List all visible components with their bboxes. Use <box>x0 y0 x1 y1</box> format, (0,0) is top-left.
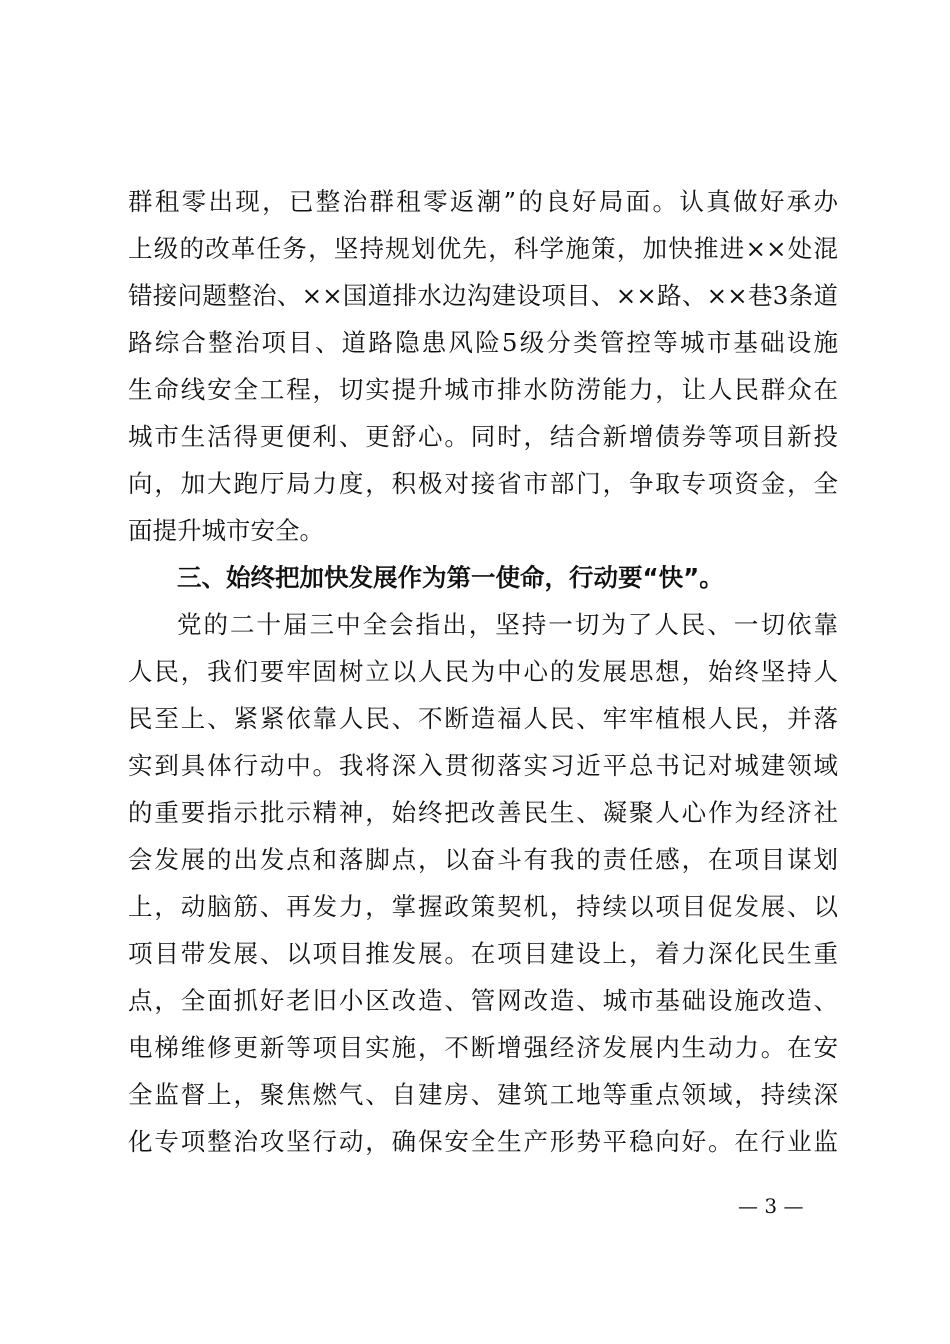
text-line: 人民，我们要牢固树立以人民为中心的发展思想，始终坚持人 <box>128 657 838 686</box>
text-line: 党的二十届三中全会指出，坚持一切为了人民、一切依靠 <box>177 610 838 639</box>
text-line: 上，动脑筋、再发力，掌握政策契机，持续以项目促发展、以 <box>128 892 838 921</box>
text-line: 群租零出现，已整治群租零返潮”的良好局面。认真做好承办 <box>128 187 838 216</box>
page-number: — 3 — <box>738 1194 804 1218</box>
text-line: 项目带发展、以项目推发展。在项目建设上，着力深化民生重 <box>128 939 838 968</box>
text-line: 的重要指示批示精神，始终把改善民生、凝聚人心作为经济社 <box>128 798 838 827</box>
document-body <box>128 178 838 1165</box>
text-line: 面提升城市安全。 <box>128 516 324 545</box>
text-line: 上级的改革任务，坚持规划优先，科学施策，加快推进××处混 <box>128 234 838 263</box>
text-line: 生命线安全工程，切实提升城市排水防涝能力，让人民群众在 <box>128 375 838 404</box>
text-line: 民至上、紧紧依靠人民、不断造福人民、牢牢植根人民，并落 <box>128 704 838 733</box>
text-line: 全监督上，聚焦燃气、自建房、建筑工地等重点领域，持续深 <box>128 1080 838 1109</box>
text-line: 城市生活得更便利、更舒心。同时，结合新增债券等项目新投 <box>128 422 838 451</box>
text-line: 实到具体行动中。我将深入贯彻落实习近平总书记对城建领域 <box>128 751 838 780</box>
text-line: 化专项整治攻坚行动，确保安全生产形势平稳向好。在行业监 <box>128 1127 838 1156</box>
text-line: 路综合整治项目、道路隐患风险5级分类管控等城市基础设施 <box>128 328 838 357</box>
text-line: 向，加大跑厅局力度，积极对接省市部门，争取专项资金，全 <box>128 469 838 498</box>
section-heading: 三、始终把加快发展作为第一使命，行动要“快”。 <box>177 563 724 592</box>
paragraph-continuation <box>128 178 838 554</box>
text-line: 错接问题整治、××国道排水边沟建设项目、××路、××巷3条道 <box>128 281 838 310</box>
text-line: 会发展的出发点和落脚点，以奋斗有我的责任感，在项目谋划 <box>128 845 838 874</box>
text-line: 电梯维修更新等项目实施，不断增强经济发展内生动力。在安 <box>128 1033 838 1062</box>
paragraph-body <box>128 601 838 1165</box>
text-line: 点，全面抓好老旧小区改造、管网改造、城市基础设施改造、 <box>128 986 838 1015</box>
